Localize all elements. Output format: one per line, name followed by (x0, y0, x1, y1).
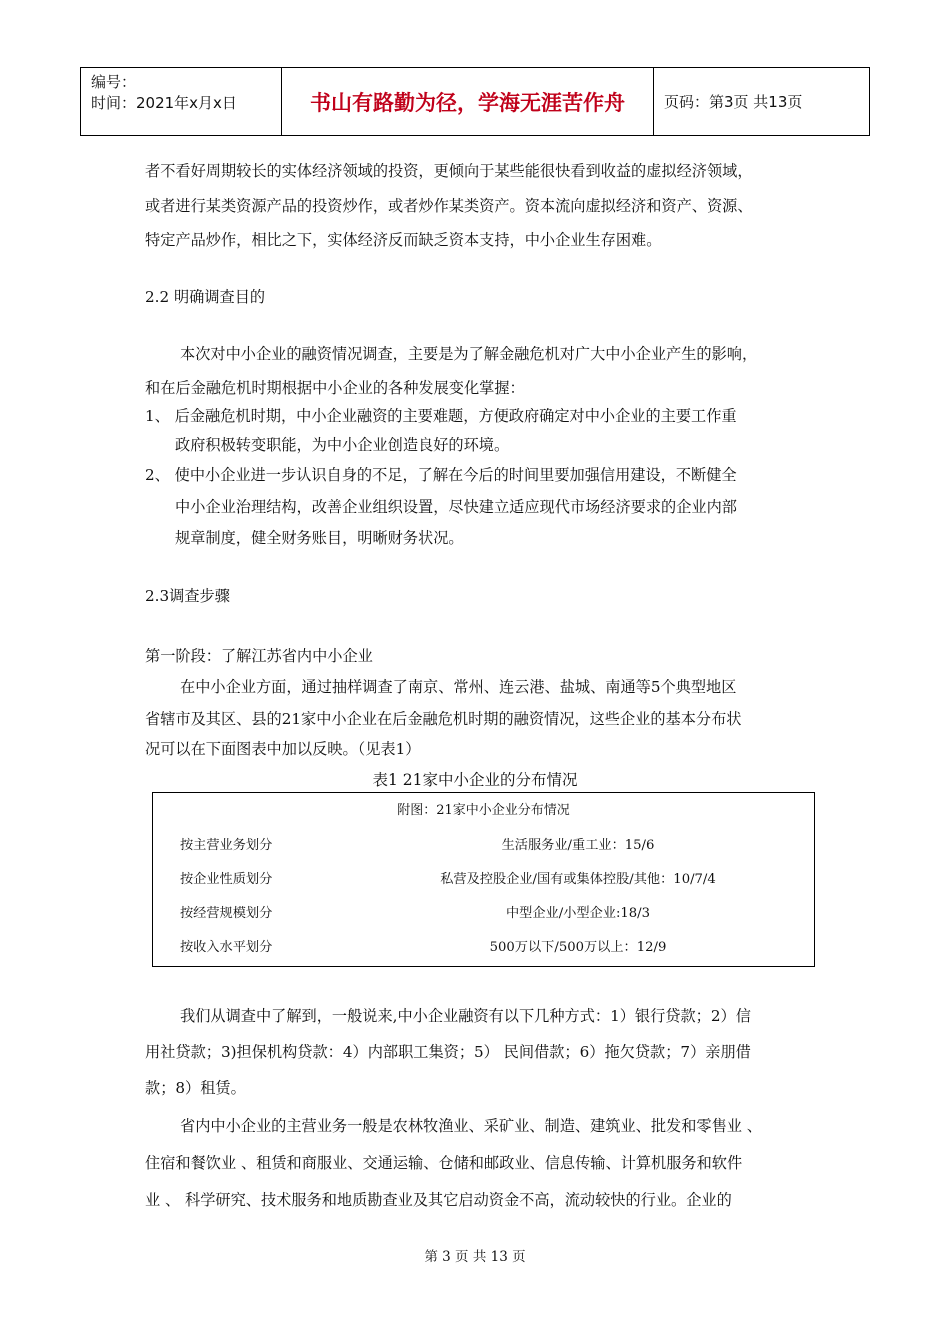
paragraph-line: 用社贷款；3)担保机构贷款：4）内部职工集资；5） 民间借款；6）拖欠贷款；7）亲朋借 (145, 1043, 751, 1061)
table-row-label: 按企业性质划分 (180, 872, 273, 887)
paragraph-line: 我们从调查中了解到，一般说来,中小企业融资有以下几种方式：1）银行贷款；2）信 (180, 1007, 751, 1025)
paragraph-line: 特定产品炒作，相比之下，实体经济反而缺乏资本支持，中小企业生存困难。 (145, 231, 662, 249)
document-date: 时间：2021年x月x日 (91, 94, 237, 112)
page-footer: 第 3 页 共 13 页 (424, 1249, 526, 1265)
paragraph-line: 和在后金融危机时期根据中小企业的各种发展变化掌握： (145, 379, 525, 397)
paragraph-line: 况可以在下面图表中加以反映。（见表1） (145, 740, 421, 758)
table-row-label: 按主营业务划分 (180, 838, 273, 853)
paragraph-line: 款；8）租赁。 (145, 1079, 246, 1097)
list-item: 2、 使中小企业进一步认识自身的不足，了解在今后的时间里要加强信用建设，不断健全 (145, 466, 737, 484)
table-title: 表1 21家中小企业的分布情况 (372, 771, 578, 789)
table-caption: 附图：21家中小企业分布情况 (397, 803, 570, 818)
paragraph-line: 业 、 科学研究、技术服务和地质勘查业及其它启动资金不高，流动较快的行业。企业的 (145, 1191, 732, 1209)
table-row-value: 中型企业/小型企业:18/3 (506, 906, 650, 921)
paragraph-line: 省辖市及其区、县的21家中小企业在后金融危机时期的融资情况，这些企业的基本分布状 (145, 710, 742, 728)
document-number-label: 编号： (91, 73, 137, 91)
subsection-heading: 第一阶段：了解江苏省内中小企业 (145, 647, 373, 665)
section-heading: 2.2 明确调查目的 (145, 288, 266, 306)
paragraph-line: 或者进行某类资源产品的投资炒作，或者炒作某类资产。资本流向虚拟经济和资产、资源、 (145, 197, 753, 215)
list-item-continuation: 中小企业治理结构，改善企业组织设置，尽快建立适应现代市场经济要求的企业内部 (175, 498, 737, 516)
paragraph-line: 在中小企业方面，通过抽样调查了南京、常州、连云港、盐城、南通等5个典型地区 (180, 678, 737, 696)
list-item: 1、 后金融危机时期，中小企业融资的主要难题，方便政府确定对中小企业的主要工作重 (145, 407, 737, 425)
paragraph-line: 省内中小企业的主营业务一般是农林牧渔业、采矿业、制造、建筑业、批发和零售业 、 (180, 1117, 762, 1135)
table-row-value: 私营及控股企业/国有或集体控股/其他：10/7/4 (440, 872, 716, 887)
paragraph-line: 住宿和餐饮业 、租赁和商服业、交通运输、仓储和邮政业、信息传输、计算机服务和软件 (145, 1154, 743, 1172)
list-item-continuation: 规章制度，健全财务账目，明晰财务状况。 (175, 529, 464, 547)
header-meta (81, 68, 282, 135)
distribution-table (152, 792, 815, 967)
table-row-value: 500万以下/500万以上：12/9 (489, 940, 667, 955)
table-row-label: 按经营规模划分 (180, 906, 273, 921)
page-header (80, 67, 870, 136)
paragraph-line: 本次对中小企业的融资情况调查，主要是为了解金融危机对广大中小企业产生的影响， (180, 345, 758, 363)
header-page-info: 页码：第3页 共13页 (664, 93, 803, 111)
table-row-value: 生活服务业/重工业：15/6 (501, 838, 655, 853)
section-heading: 2.3调查步骤 (145, 587, 230, 605)
table-row-label: 按收入水平划分 (180, 940, 273, 955)
paragraph-line: 者不看好周期较长的实体经济领域的投资，更倾向于某些能很快看到收益的虚拟经济领域， (145, 162, 753, 180)
header-motto: 书山有路勤为径，学海无涯苦作舟 (282, 68, 654, 135)
list-item-continuation: 政府积极转变职能，为中小企业创造良好的环境。 (175, 436, 510, 454)
